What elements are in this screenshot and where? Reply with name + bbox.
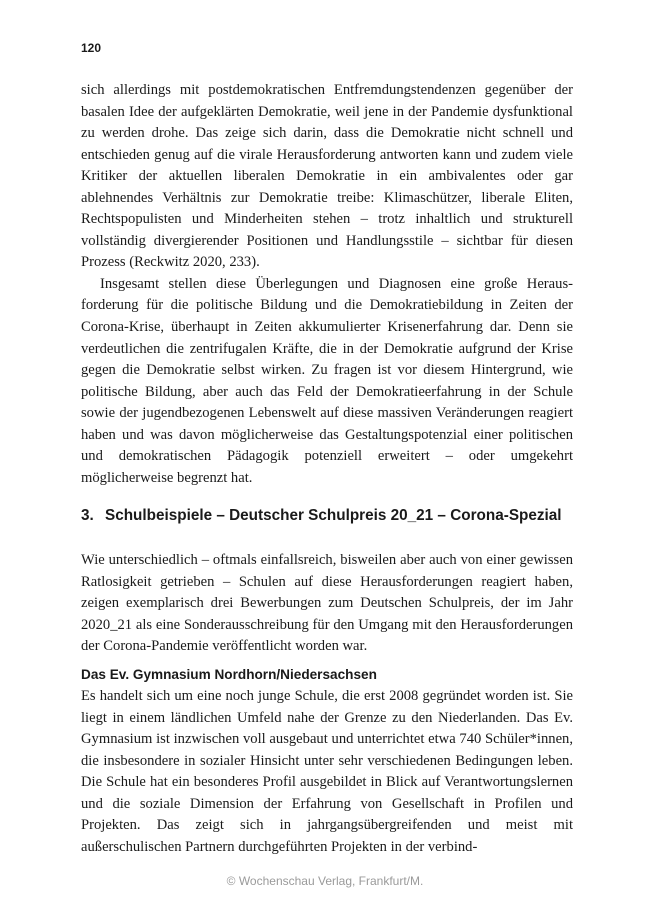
subsection-heading: Das Ev. Gymnasium Nordhorn/Niedersachsen xyxy=(81,667,377,682)
page-number: 120 xyxy=(81,41,102,55)
section-title: Schulbeispiele – Deutscher Schulpreis 20_21 – Corona-Spezial xyxy=(105,507,562,524)
section-number: 3. xyxy=(81,507,94,524)
copyright-footer: © Wochenschau Verlag, Frankfurt/M. xyxy=(226,874,424,888)
body-text-top xyxy=(81,80,573,489)
paragraph-continuation: sich allerdings mit postdemokratischen Entfremdungstendenzen gegenüber der basalen Idee der aufgeklärten Demokratie, weil jene in der Pandemie dysfunktional zu werden drohe. Das zeige sich darin, dass die Demokratie nicht schnell und entschieden genug auf die virale Herausforderung antworten kann und zudem viele Kritiker der aktuellen liberalen Demokratie in ein ambivalentes oder gar ablehnendes Verhältnis zur Demokratie treibe: Klimaschützer, liberale Eliten, Rechtspopulisten und Minderheiten stehen – trotz inhaltlich und strukturell vollständig divergierender Positionen und Handlungsstile – sichtbar für diesen Prozess (Reckwitz 2020, 233). xyxy=(81,82,573,271)
section-paragraph: Wie unterschiedlich – oftmals einfallsreich, bisweilen aber auch von einer gewissen Ratlosigkeit getrieben – Schulen auf diese Herausforderungen reagiert haben, zeigen exemplarisch drei Bewerbungen zum Deutschen Schulpreis, der im Jahr 2020_21 als eine Sonderausschreibung für den Umgang mit den Herausforderungen der Corona-Pandemie veröffentlicht worden war. xyxy=(81,552,573,655)
section-heading xyxy=(81,506,573,526)
subsection-paragraph: Es handelt sich um eine noch junge Schule, die erst 2008 gegründet worden ist. Sie liegt in einem ländlichen Umfeld nahe der Grenze zu den Niederlanden. Das Ev. Gymnasium ist inzwischen voll ausgebaut und unterrichtet etwa 740 Schüler*innen, die insbesondere in sozialer Hinsicht unter sehr verschiedenen Bedingungen leben. Die Schule hat ein besonderes Profil ausgebildet in Blick auf Verantwortungslernen und die soziale Dimension der Erfahrung von Gesellschaft in Profilen und Projekten. Das zeigt sich in jahrgangsübergreifenden und meist mit außerschulischen Partnern durchgeführten Projekten in der verbind- xyxy=(81,688,573,855)
section-intro-text xyxy=(81,550,573,658)
subsection-text xyxy=(81,686,573,858)
paragraph-indented: Insgesamt stellen diese Überlegungen und Diagnosen eine große Herausforderung für die politische Bildung und die Demokratiebildung in Zeiten der Corona-Krise, überhaupt in Zeiten akkumulierter Krisenerfahrung dar. Denn sie verdeutlichen die zentrifugalen Kräfte, die in der Demokratie aufgrund der Krise gegen die Demokratie selbst wirken. Zu fragen ist vor diesem Hintergrund, wie politische Bildung, aber auch das Feld der Demokratieerfahrung in der Schule sowie der jugendbezogenen Lebenswelt auf diese massiven Veränderungen reagiert haben und was davon möglicherweise das Gestaltungspotenzial einer politischen und demokratischen Pädagogik potenziell erweitert – oder umgekehrt möglicherweise begrenzt hat. xyxy=(81,275,573,486)
